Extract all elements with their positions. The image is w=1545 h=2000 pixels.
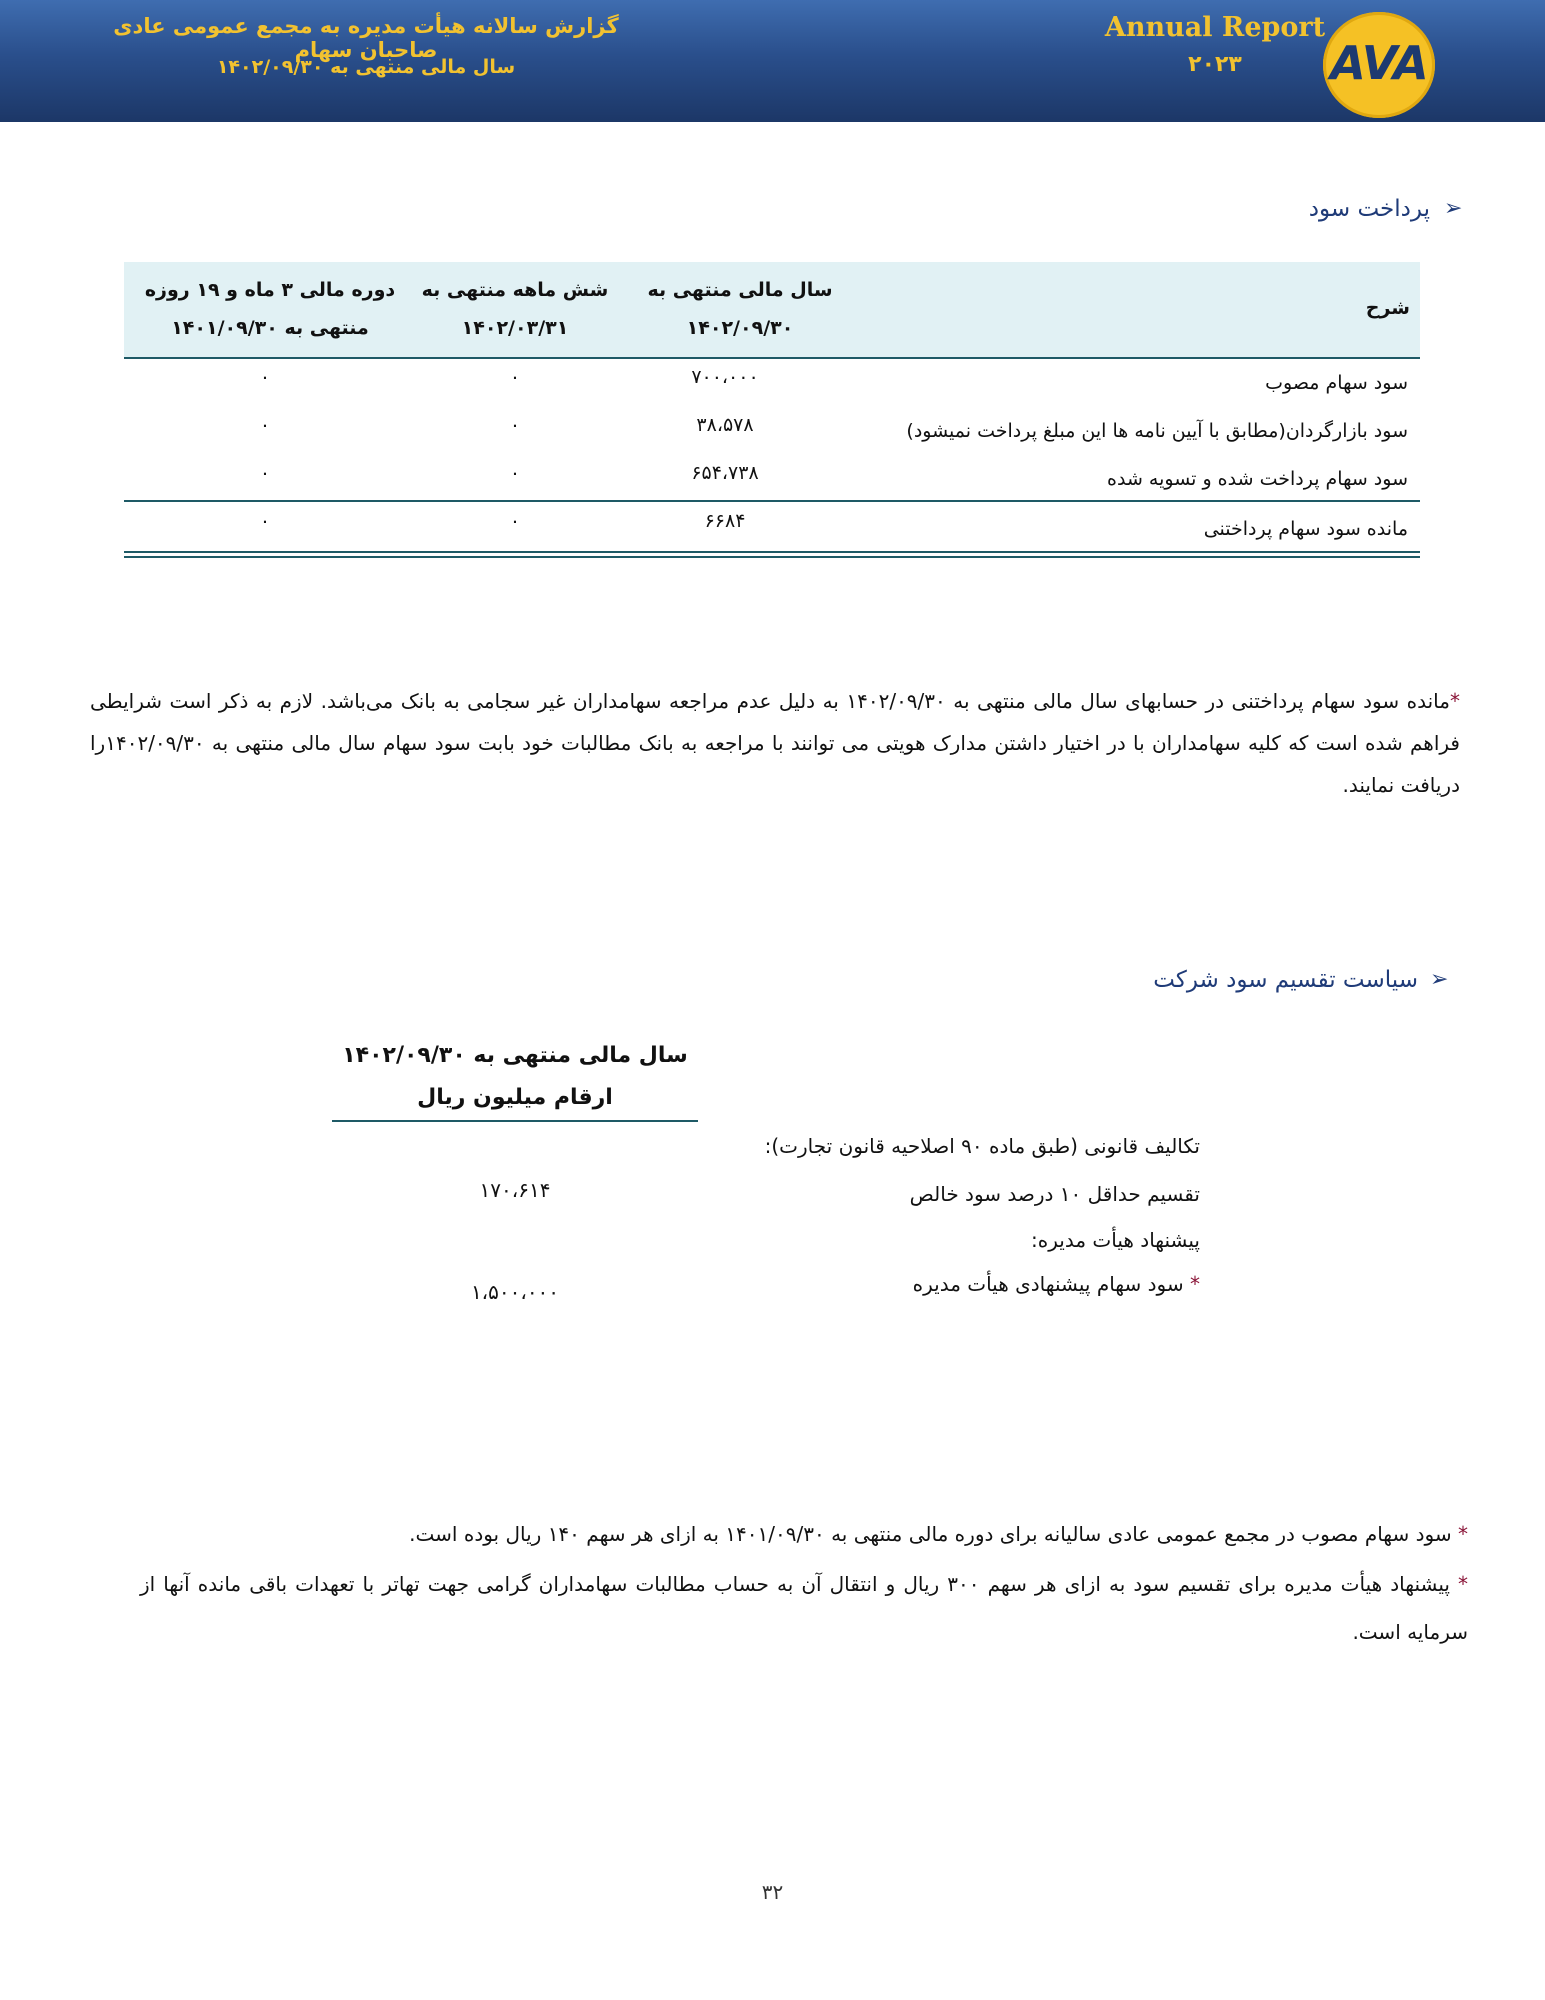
- header-col2-line2: ۱۴۰۲/۰۳/۳۱: [461, 317, 569, 339]
- total-value-col3: ۰: [259, 510, 271, 532]
- board-proposal-label: پیشنهاد هیأت مدیره:: [1031, 1228, 1200, 1252]
- header-col3-line1: دوره مالی ۳ ماه و ۱۹ روزه: [144, 279, 396, 301]
- header-title: گزارش سالانه هیأت مدیره به مجمع عمومی عادی صاحبان سهام: [113, 14, 619, 62]
- policy-note-1-text: سود سهام مصوب در مجمع عمومی عادی سالیانه برای دوره مالی منتهی به ۱۴۰۱/۰۹/۳۰ به ازای هر سهم ۱۴۰ ریال بوده است.: [409, 1522, 1452, 1546]
- dividend-note-text: مانده سود سهام پرداختنی در حسابهای سال مالی منتهی به ۱۴۰۲/۰۹/۳۰ به دلیل عدم مراجعه سهامداران غیر سجامی به بانک می‌باشد. لازم به ذکر است شرایطی فراهم شده است که کلیه سهامداران با در اختیار داشتن مدارک هویتی می توانند با مراجعه به بانک مطالبات خود بابت سود سهام سال مالی منتهی به ۱۴۰۲/۰۹/۳۰را دریافت نمایند.: [90, 689, 1460, 797]
- policy-col-header-line1: سال مالی منتهی به ۱۴۰۲/۰۹/۳۰: [342, 1043, 688, 1068]
- header-rule: [124, 357, 1420, 359]
- policy-header-rule: [332, 1120, 698, 1122]
- board-dividend-row: [700, 1272, 1200, 1296]
- row-value-col3: ۰: [259, 366, 271, 388]
- page-number: ۳۲: [761, 1880, 784, 1904]
- row-value-col3: ۰: [259, 414, 271, 436]
- logo-text: AVA: [1330, 36, 1428, 90]
- header-subtitle: سال مالی منتهی به ۱۴۰۲/۰۹/۳۰: [216, 56, 516, 78]
- row-value-col2: ۰: [509, 462, 521, 484]
- total-rule-top: [124, 551, 1420, 553]
- row-desc: سود سهام پرداخت شده و تسویه شده: [1107, 468, 1408, 490]
- policy-note-2: [140, 1560, 1468, 1656]
- total-rule-bottom: [124, 556, 1420, 558]
- header-col1-line2: ۱۴۰۲/۰۹/۳۰: [686, 317, 794, 339]
- row-value-col1: ۷۰۰،۰۰۰: [691, 366, 759, 388]
- header-year: ۲۰۲۳: [1188, 52, 1242, 77]
- bullet-arrow-icon: ➢: [1430, 967, 1449, 992]
- section-title-dividend-policy: سیاست تقسیم سود شرکت: [1153, 967, 1418, 993]
- board-dividend-value: ۱،۵۰۰،۰۰۰: [470, 1280, 560, 1304]
- row-desc: سود بازارگردان(مطابق با آیین نامه ها این مبلغ پرداخت نمیشود): [906, 420, 1408, 442]
- company-logo: [1323, 12, 1435, 118]
- policy-note-2-text: پیشنهاد هیأت مدیره برای تقسیم سود به ازای هر سهم ۳۰۰ ریال و انتقال آن به حساب مطالبات سهامداران گرامی جهت تهاتر با تعهدات باقی مانده آنها از سرمایه است.: [140, 1572, 1468, 1644]
- row-value-col1: ۶۵۴،۷۳۸: [691, 462, 759, 484]
- total-desc: مانده سود سهام پرداختنی: [1203, 518, 1408, 540]
- min-distribution-label: تقسیم حداقل ۱۰ درصد سود خالص: [909, 1182, 1200, 1206]
- header-col3-line2: منتهی به ۱۴۰۱/۰۹/۳۰: [171, 317, 369, 339]
- header-col2-line1: شش ماهه منتهی به: [421, 279, 609, 301]
- dividend-note: [90, 680, 1460, 806]
- asterisk-icon: *: [1451, 1522, 1468, 1546]
- report-header: [0, 0, 1545, 122]
- legal-obligations-label: تکالیف قانونی (طبق ماده ۹۰ اصلاحیه قانون تجارت):: [764, 1134, 1200, 1158]
- bullet-arrow-icon: ➢: [1444, 196, 1463, 221]
- header-annual-report: Annual Report: [1104, 12, 1326, 43]
- row-desc: سود سهام مصوب: [1265, 372, 1408, 394]
- subtotal-rule: [124, 500, 1420, 502]
- min-distribution-value: ۱۷۰،۶۱۴: [479, 1178, 551, 1202]
- asterisk-icon: *: [1183, 1272, 1200, 1296]
- asterisk-icon: *: [1449, 1572, 1468, 1596]
- header-desc: شرح: [1365, 297, 1410, 319]
- total-value-col1: ۶۶۸۴: [704, 510, 746, 532]
- row-value-col1: ۳۸،۵۷۸: [696, 414, 754, 436]
- row-value-col2: ۰: [509, 366, 521, 388]
- policy-col-header-line2: ارقام میلیون ریال: [417, 1085, 613, 1110]
- header-col1-line1: سال مالی منتهی به: [647, 279, 833, 301]
- row-value-col3: ۰: [259, 462, 271, 484]
- total-value-col2: ۰: [509, 510, 521, 532]
- policy-note-1: [140, 1510, 1468, 1558]
- board-dividend-label: سود سهام پیشنهادی هیأت مدیره: [912, 1272, 1184, 1296]
- asterisk-icon: *: [1450, 689, 1460, 713]
- section-title-dividend-payment: پرداخت سود: [1308, 196, 1430, 222]
- row-value-col2: ۰: [509, 414, 521, 436]
